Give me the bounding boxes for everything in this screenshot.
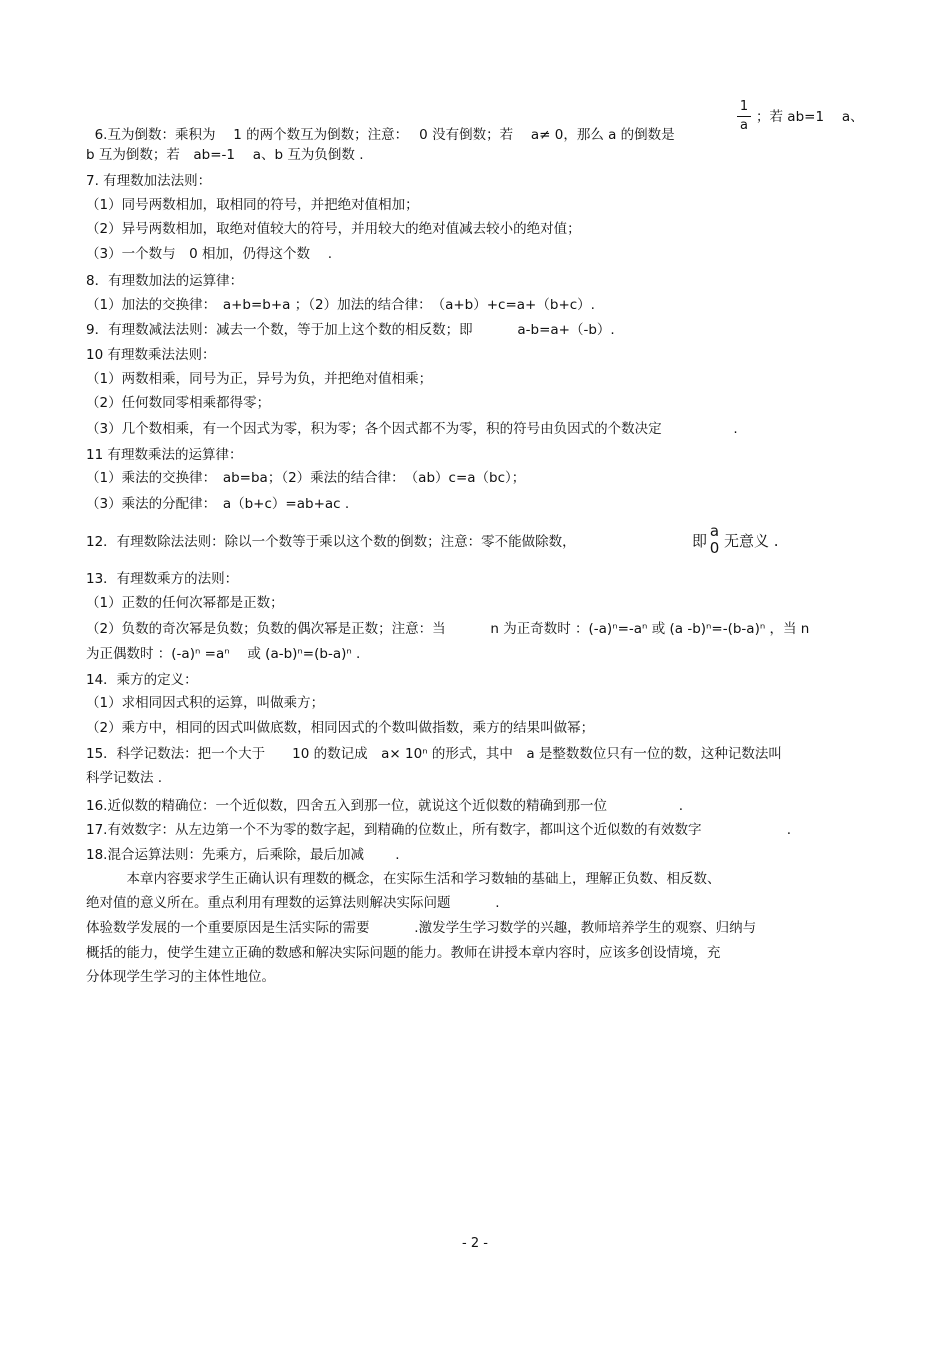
item-7-rule-1: （1）同号两数相加，取相同的符号，并把绝对值相加； [86, 197, 419, 213]
item-7-heading: 7. 有理数加法法则： [86, 173, 212, 189]
item-8-heading: 8．有理数加法的运算律： [86, 273, 244, 289]
item-13-rule-1: （1）正数的任何次幂都是正数； [86, 595, 284, 611]
item-6-line-1: 6.互为倒数：乘积为 1 的两个数互为倒数；注意： 0 没有倒数；若 a≠ 0，那么 a 的倒数是 [94, 127, 675, 143]
item-10-rule-1: （1）两数相乘，同号为正，异号为负，并把绝对值相乘； [86, 371, 433, 387]
item-11-heading: 11 有理数乘法的运算律： [86, 447, 243, 463]
item-11-rule-2: （3）乘法的分配律： a（b+c）=ab+ac . [86, 496, 350, 512]
item-17: 17.有效数字：从左边第一个不为零的数字起，到精确的位数止，所有数字，都叫这个近似数的有效数字 . [86, 822, 792, 838]
item-10-heading: 10 有理数乘法法则： [86, 347, 216, 363]
summary-line-2: 绝对值的意义所在。重点利用有理数的运算法则解决实际问题 . [86, 895, 500, 911]
item-12-tail: 无意义 . [724, 532, 779, 550]
item-18: 18.混合运算法则：先乘方，后乘除，最后加减 . [86, 847, 400, 863]
fraction-one-over-a: 1 a [737, 100, 751, 133]
item-13-rule-2: （2）负数的奇次幂是负数；负数的偶次幂是正数；注意：当 n 为正奇数时 ：(-a)ⁿ=-aⁿ 或 (a -b)ⁿ=-(b-a)ⁿ ，当 n [86, 621, 810, 637]
summary-line-4: 概括的能力，使学生建立正确的数感和解决实际问题的能力。教师在讲授本章内容时，应该多创设情境，充 [86, 945, 721, 961]
item-14-def-2: （2）乘方中，相同的因式叫做底数，相同因式的个数叫做指数，乘方的结果叫做幂； [86, 720, 595, 736]
page-number: - 2 - [462, 1236, 488, 1251]
fraction-a-over-0: a 0 [709, 522, 720, 557]
item-15: 15．科学记数法：把一个大于 10 的数记成 a× 10ⁿ 的形式，其中 a 是整数数位只有一位的数，这种记数法叫 [86, 746, 782, 762]
item-12-ji: 即 [692, 532, 708, 550]
item-9: 9．有理数减法法则：减去一个数，等于加上这个数的相反数；即 a-b=a+（-b）. [86, 322, 615, 338]
fraction-bar [737, 116, 751, 117]
item-6-tail: ；若 ab=1 a、 [756, 109, 864, 125]
item-6-line-2: b 互为倒数；若 ab=-1 a、b 互为负倒数 . [86, 147, 364, 163]
summary-line-1: 本章内容要求学生正确认识有理数的概念，在实际生活和学习数轴的基础上，理解正负数、相反数、 [86, 871, 721, 887]
summary-line-3: 体验数学发展的一个重要原因是生活实际的需要 .激发学生学习数学的兴趣，教师培养学生的观察、归纳与 [86, 920, 757, 936]
item-7-rule-2: （2）异号两数相加，取绝对值较大的符号，并用较大的绝对值减去较小的绝对值； [86, 221, 581, 237]
item-10-rule-2: （2）任何数同零相乘都得零； [86, 395, 271, 411]
item-14-heading: 14．乘方的定义： [86, 672, 198, 688]
item-13-rule-2-cont: 为正偶数时 ：(-a)ⁿ =aⁿ 或 (a-b)ⁿ=(b-a)ⁿ . [86, 646, 361, 662]
item-11-rule-1: （1）乘法的交换律： ab=ba；（2）乘法的结合律： （ab）c=a（bc）； [86, 470, 526, 486]
item-10-rule-3: （3）几个数相乘，有一个因式为零，积为零；各个因式都不为零，积的符号由负因式的个数决定 . [86, 421, 738, 437]
item-13-heading: 13．有理数乘方的法则： [86, 571, 239, 587]
item-14-def-1: （1）求相同因式积的运算，叫做乘方； [86, 695, 325, 711]
item-16: 16.近似数的精确位：一个近似数，四舍五入到那一位，就说这个近似数的精确到那一位 . [86, 798, 684, 814]
item-15-cont: 科学记数法 . [86, 770, 163, 786]
summary-line-5: 分体现学生学习的主体性地位。 [86, 969, 275, 985]
item-7-rule-3: （3）一个数与 0 相加，仍得这个数 . [86, 246, 333, 262]
item-12: 12．有理数除法法则：除以一个数等于乘以这个数的倒数；注意：零不能做除数， [86, 534, 576, 550]
item-8-rules: （1）加法的交换律： a+b=b+a ；（2）加法的结合律： （a+b）+c=a+（b+c）. [86, 297, 595, 313]
